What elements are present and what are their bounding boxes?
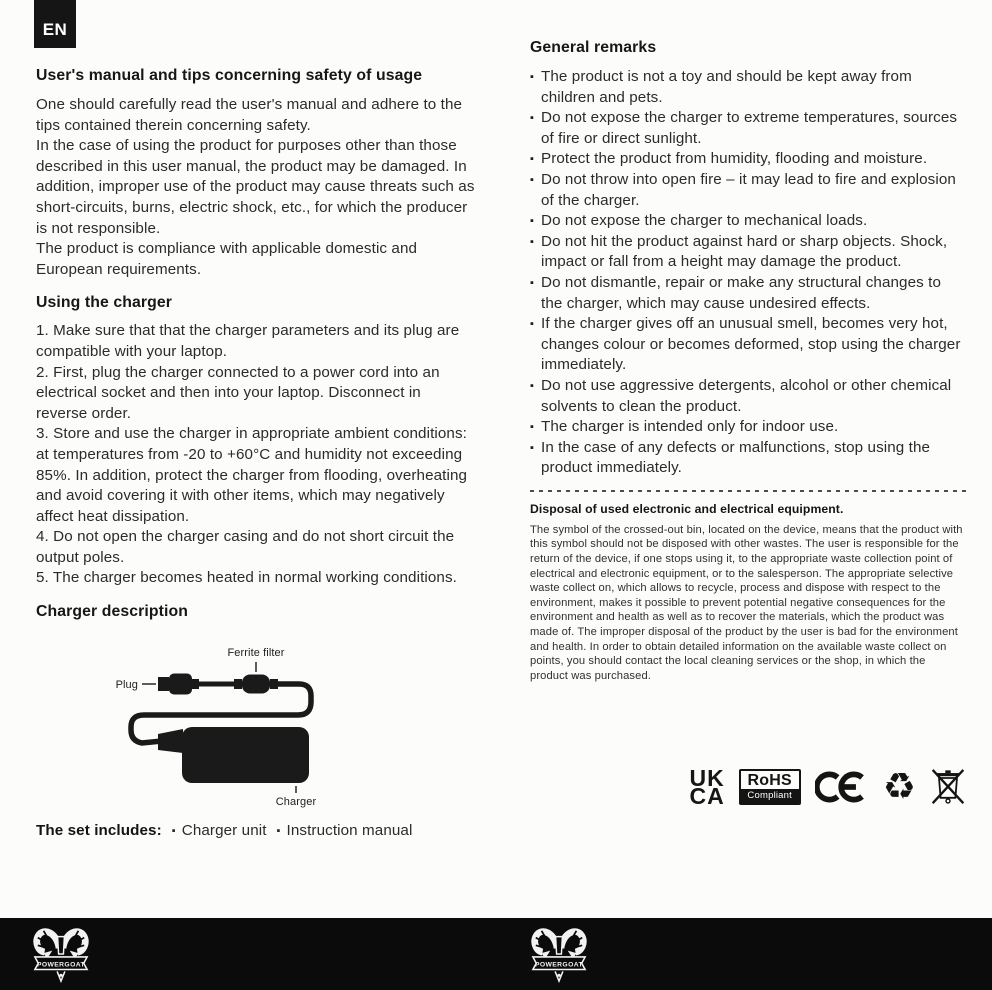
disposal-text: The symbol of the crossed-out bin, located on the device, means that the product with this symbol should not be disposed with other wastes. The user is responsible for the return of the device, if one stops using it, to the appropriate waste collection point of electrical and electronic equipment, or to the salesperson. The appropriate selective waste collect on, which allows to recycle, process and dispose with respect to the environment, makes it possible to prevent potential negative consequences for the environment and health as well as to recover the materials, which the product was made of. The improper disposal of the product by the user is bad for the environment and health. In order to obtain detailed information on the available waste collect on points, you should contact the local cleaning services or the shop, in which the product was purchased.	[530, 523, 963, 682]
bullet-icon: ▪	[171, 825, 176, 838]
step-item: 4. Do not open the charger casing and do not short circuit the output poles.	[36, 528, 455, 566]
bullet-icon: ▪	[530, 441, 534, 454]
step-item: 5. The charger becomes heated in normal working conditions.	[36, 569, 457, 587]
step-item: 1. Make sure that that the charger parameters and its plug are compatible with your laptop.	[36, 322, 460, 360]
plug-label: Plug	[115, 679, 138, 692]
bullet-icon: ▪	[530, 379, 534, 392]
goat-face	[556, 937, 563, 954]
remark-item: ▪ Do not hit the product against hard or sharp objects. Shock, impact or fall from a height may damage the product.	[530, 232, 966, 273]
right-column	[530, 38, 966, 809]
charger-body	[182, 727, 309, 783]
ferrite-filter-label: Ferrite filter	[227, 647, 285, 660]
remark-item: ▪ Do not use aggressive detergents, alcohol or other chemical solvents to clean the product.	[530, 376, 966, 417]
section-title-remarks: General remarks	[530, 39, 657, 56]
language-badge: EN	[34, 0, 76, 48]
remark-item: ▪ Do not expose the charger to mechanical loads.	[530, 211, 966, 232]
goat-nose	[557, 974, 560, 977]
bullet-icon: ▪	[530, 215, 534, 228]
left-column	[36, 66, 476, 842]
goat-face	[58, 937, 65, 954]
bullet-icon: ▪	[530, 112, 534, 125]
bullet-icon: ▪	[530, 71, 534, 83]
weee-bin-icon	[930, 765, 966, 809]
intro-paragraph: In the case of using the product for purposes other than those described in this user manual, the product may be damaged. In addition, improper use of the product may cause threats such as short-circuits, burns, electric shock, etc., for which the producer is not responsible.	[36, 137, 475, 237]
intro-paragraph: The product is compliance with applicable domestic and European requirements.	[36, 240, 418, 278]
charger-label: Charger	[275, 796, 317, 809]
step-item: 3. Store and use the charger in appropriate ambient conditions: at temperatures from -20 to +60°C and humidity not exceeding 85%. In addition, protect the charger from flooding, overheating and avoid covering it with other items, which may negatively affect heat dissipation.	[36, 425, 468, 525]
charger-diagram	[78, 631, 408, 811]
remark-item: ▪ In the case of any defects or malfunctions, stop using the product immediately.	[530, 438, 966, 479]
dc-connector	[158, 729, 183, 753]
ferrite-filter-icon	[234, 675, 278, 694]
bullet-icon: ▪	[530, 318, 534, 331]
ukca-badge: UK CA	[689, 764, 725, 810]
bullet-icon: ▪	[530, 153, 534, 166]
goat-nose	[59, 974, 62, 977]
certification-badges	[530, 765, 966, 809]
remark-item: ▪ Do not dismantle, repair or make any structural changes to the charger, which may cause undesired effects.	[530, 273, 966, 314]
set-includes-label: The set includes:	[36, 822, 162, 840]
remark-item: ▪ The product is not a toy and should be kept away from children and pets.	[530, 67, 966, 108]
ce-mark-icon	[815, 768, 869, 806]
set-includes-line	[36, 821, 476, 842]
step-item: 2. First, plug the charger connected to a power cord into an electrical socket and then into your laptop. Disconnect in reverse order.	[36, 363, 440, 422]
set-item: Charger unit	[181, 822, 267, 840]
remark-item: ▪ Do not expose the charger to extreme temperatures, sources of fire or direct sunlight.	[530, 108, 966, 149]
remark-item: ▪ If the charger gives off an unusual smell, becomes very hot, changes colour or becomes deformed, stop using the charger immediately.	[530, 314, 966, 376]
section-title-using: Using the charger	[36, 294, 173, 312]
bullet-icon: ▪	[530, 276, 534, 289]
bullet-icon: ▪	[276, 825, 281, 838]
powergoat-logo	[32, 925, 90, 985]
steps-list	[36, 321, 476, 589]
remark-item: ▪ Protect the product from humidity, flooding and moisture.	[530, 149, 966, 170]
remark-item: ▪ The charger is intended only for indoor use.	[530, 417, 966, 438]
bullet-icon: ▪	[530, 173, 534, 186]
intro-paragraph: One should carefully read the user's manual and adhere to the tips contained therein concerning safety.	[36, 96, 463, 134]
disposal-title: Disposal of used electronic and electrical equipment.	[530, 501, 844, 516]
plug-icon	[158, 674, 199, 695]
powergoat-logo	[530, 925, 588, 985]
rohs-badge: RoHS Compliant	[739, 769, 801, 805]
bullet-icon: ▪	[530, 235, 534, 248]
section-title-description: Charger description	[36, 603, 189, 621]
bullet-icon: ▪	[530, 421, 534, 434]
section-title-safety: User's manual and tips concerning safety of usage	[36, 67, 423, 84]
dashed-divider	[530, 490, 966, 492]
recycling-icon: ♻	[882, 765, 916, 809]
footer-bar	[0, 918, 992, 990]
brand-text: POWERGOAT	[37, 961, 85, 969]
remarks-list	[530, 67, 966, 479]
set-item: Instruction manual	[286, 822, 413, 840]
remark-item: ▪ Do not throw into open fire – it may lead to fire and explosion of the charger.	[530, 170, 966, 211]
brand-text: POWERGOAT	[535, 961, 583, 969]
